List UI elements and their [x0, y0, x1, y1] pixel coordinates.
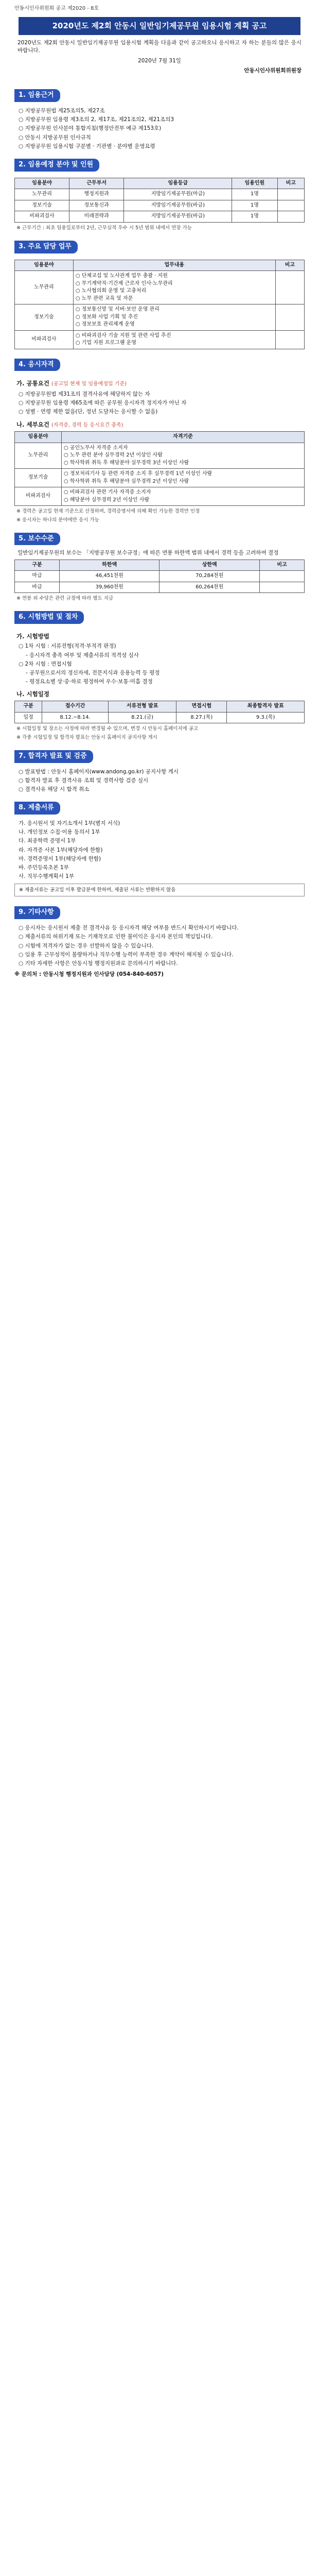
etc-item: ○ 응시자는 응시원서 제출 전 결격사유 등 응시자격 해당 여부를 반드시 확인하시기 바랍니다. [19, 925, 239, 931]
basis-item: ○ 안동시 지방공무원 인사규칙 [19, 134, 91, 141]
duties-header-cell: 비고 [275, 260, 304, 271]
basis-item: ○ 지방공무원 임용시험 구분별 · 기관별 · 분야별 운영요령 [19, 143, 155, 149]
positions-cell: 1명 [232, 189, 277, 200]
positions-cell: 1명 [232, 211, 277, 223]
schedule-header-cell: 접수기간 [42, 701, 109, 713]
exam-note: ※ 시험일정 및 장소는 사정에 따라 변경될 수 있으며, 변경 시 안동시 홈페이지에 공고 [16, 726, 199, 732]
announce-item: ○ 합격자 발표 후 결격사유 조회 및 경력사항 검증 실시 [19, 777, 149, 784]
section-announce-heading: 7. 합격자 발표 및 검증 [14, 750, 93, 763]
qualification-note: ※ 응시자는 하나의 분야에만 응시 가능 [16, 517, 99, 523]
specific-requirements-table [14, 431, 305, 506]
salary-cell: 60,264천원 [160, 582, 259, 593]
common-note: (공고일 현재 및 임용예정일 기준) [51, 381, 127, 387]
basis-item: ○ 지방공무원법 제25조의5, 제27조 [19, 107, 105, 114]
issuer: 안동시인사위원회위원장 [244, 67, 302, 74]
specific-requirements-heading [16, 420, 305, 430]
schedule-header-cell: 면접시험 [176, 701, 227, 713]
page-title: 2020년도 제2회 안동시 일반임기제공무원 임용시험 계획 공고 [19, 17, 300, 36]
salary-header-cell: 상한액 [160, 560, 259, 571]
exam-notes [14, 725, 305, 741]
positions-header-cell: 임용분야 [15, 178, 69, 189]
spec-cell: ○ 정보처리기사 등 관련 자격증 소지 후 실무경력 1년 이상인 사람 ○ 학사학위 취득 후 해당분야 실무경력 2년 이상인 사람 [61, 469, 304, 487]
document-item: 가. 응시원서 및 자기소개서 1부(별지 서식) [19, 820, 120, 827]
positions-header-cell: 근무부서 [69, 178, 124, 189]
table-row [15, 469, 305, 487]
salary-cell: 바급 [15, 582, 60, 593]
exam-schedule-heading: 나. 시험일정 [16, 690, 49, 698]
duties-cell: 비파괴검사 [15, 330, 74, 349]
section-duties-heading: 3. 주요 담당 업무 [14, 241, 78, 253]
document-item: 라. 자격증 사본 1부(해당자에 한함) [19, 846, 103, 853]
exam-method-item: ○ 2차 시험 : 면접시험 [19, 660, 72, 667]
positions-cell: 1명 [232, 200, 277, 211]
section-etc-heading: 9. 기타사항 [14, 906, 60, 919]
common-requirement-item: ○ 지방공무원법 제31조의 결격사유에 해당하지 않는 자 [19, 391, 150, 397]
positions-cell: 노무관리 [15, 189, 69, 200]
table-row [15, 582, 305, 593]
schedule-header-cell: 최종합격자 발표 [227, 701, 305, 713]
salary-cell: 39,960천원 [60, 582, 160, 593]
schedule-cell: 8.12.~8.14. [42, 712, 109, 723]
section-documents-heading: 8. 제출서류 [14, 802, 60, 815]
notice-number: 안동시인사위원회 공고 제2020 - 8호 [14, 6, 99, 11]
section-qualification-heading: 4. 응시자격 [14, 359, 60, 371]
schedule-header-cell: 구분 [15, 701, 42, 713]
duties-header-cell: 임용분야 [15, 260, 74, 271]
common-requirement-item: ○ 지방공무원 임용령 제65조에 따른 공무원 응시자격 정지자가 아닌 자 [19, 400, 187, 406]
duties-cell: ○ 정보통신망 및 서버·보안 운영 관리 ○ 정보화 사업 기획 및 추진 ○ 정보보호 관리체계 운영 [73, 304, 275, 331]
table-row [15, 443, 305, 469]
positions-header-cell: 임용등급 [124, 178, 232, 189]
duties-cell [275, 271, 304, 304]
duties-cell: ○ 비파괴검사 기술 지원 및 관련 사업 추진 ○ 기업 지원 프로그램 운영 [73, 330, 275, 349]
section-salary-heading: 5. 보수수준 [14, 533, 60, 546]
table-row [15, 487, 305, 506]
announce-item: ○ 결격사유 해당 시 합격 취소 [19, 786, 90, 792]
announce-item: ○ 발표방법 : 안동시 홈페이지(www.andong.go.kr) 공지사항 게시 [19, 768, 179, 775]
schedule-cell: 9.3.(목) [227, 712, 305, 723]
section-positions-heading: 2. 임용예정 분야 및 인원 [14, 159, 99, 172]
document-item: 나. 개인정보 수집·이용 동의서 1부 [19, 829, 100, 836]
positions-cell: 지방임기제공무원(바급) [124, 200, 232, 211]
positions-note: ※ 근무기간 : 최초 임용일로부터 2년, 근무실적 우수 시 5년 범위 내에서 연장 가능 [16, 225, 192, 231]
duties-cell: 정보기술 [15, 304, 74, 331]
duties-cell: ○ 단체교섭 및 노사관계 업무 총괄 · 지원 ○ 무기계약직·기간제 근로자 인사·노무관리 ○ 노사협의회 운영 및 고충처리 ○ 노무 관련 교육 및 자문 [73, 271, 275, 304]
salary-cell: 70,284천원 [160, 571, 259, 582]
specific-label: 나. 세부요건 [16, 420, 49, 428]
positions-table [14, 178, 305, 223]
salary-note: ※ 연봉 외 수당은 관련 규정에 따라 별도 지급 [16, 596, 114, 602]
duties-header-cell: 업무내용 [73, 260, 275, 271]
document-item: 다. 최종학력 증명서 1부 [19, 838, 76, 844]
exam-method-item: - 응시자격 충족 여부 및 제출서류의 적격성 심사 [26, 652, 139, 658]
etc-item: ○ 기타 자세한 사항은 안동시청 행정지원과로 문의하시기 바랍니다. [19, 960, 178, 967]
document-item: 바. 주민등록초본 1부 [19, 865, 69, 871]
document-item: 사. 직무수행계획서 1부 [19, 873, 74, 880]
positions-cell: 비파괴검사 [15, 211, 69, 223]
schedule-cell: 일정 [15, 712, 42, 723]
positions-cell: 미래전략과 [69, 211, 124, 223]
exam-method-heading: 가. 시험방법 [16, 632, 49, 640]
spec-header-cell: 임용분야 [15, 432, 62, 443]
salary-table [14, 560, 305, 594]
salary-cell [259, 582, 304, 593]
etc-item: ○ 시험에 적격자가 없는 경우 선발하지 않을 수 있습니다. [19, 942, 154, 949]
intro-text: 2020년도 제2회 안동시 일반임기제공무원 임용시험 계획을 다음과 같이 공고하오니 응시하고 자 하는 분들의 많은 응시 바랍니다. [17, 40, 302, 54]
schedule-cell: 8.21.(금) [108, 712, 176, 723]
spec-cell: 정보기술 [15, 469, 62, 487]
document-item: 마. 경력증명서 1부(해당자에 한함) [19, 855, 101, 862]
positions-cell: 정보통신과 [69, 200, 124, 211]
etc-list [14, 924, 305, 968]
positions-cell [277, 189, 304, 200]
basis-item: ○ 지방공무원 인사분야 통합지침(행정안전부 예규 제153호) [19, 125, 162, 132]
duties-cell [275, 330, 304, 349]
salary-header-cell: 하한액 [60, 560, 160, 571]
salary-text: 일반임기제공무원의 보수는 「지방공무원 보수규정」에 따른 연봉 하한액 범위 내에서 경력 등을 고려하여 결정 [17, 550, 279, 556]
documents-note: ※ 제출서류는 공고일 이후 발급분에 한하며, 제출된 서류는 반환하지 않음 [14, 884, 305, 897]
common-requirements-heading [16, 379, 305, 388]
positions-header-cell: 임용인원 [232, 178, 277, 189]
positions-cell: 지방임기제공무원(바급) [124, 211, 232, 223]
positions-header-cell: 비고 [277, 178, 304, 189]
exam-schedule-table [14, 701, 305, 723]
salary-header-cell: 구분 [15, 560, 60, 571]
table-row [15, 712, 305, 723]
etc-item: ○ 임용 후 근무성적이 불량하거나 직무수행 능력이 부족한 경우 계약이 해지될 수 있습니다. [19, 951, 234, 958]
positions-cell: 지방임기제공무원(마급) [124, 189, 232, 200]
common-requirements-list [14, 391, 305, 416]
common-requirement-item: ○ 성별 · 연령 제한 없음(단, 정년 도달자는 응시할 수 없음) [19, 409, 158, 415]
positions-cell: 정보기술 [15, 200, 69, 211]
salary-cell: 46,451천원 [60, 571, 160, 582]
common-label: 가. 공통요건 [16, 380, 49, 387]
specific-note: (자격증, 경력 등 응시요건 충족) [51, 422, 123, 428]
etc-item: ○ 제출서류의 허위기재 또는 기재착오로 인한 불이익은 응시자 본인의 책임입니다. [19, 934, 213, 940]
exam-method-item: - 공무원으로서의 정신자세, 전문지식과 응용능력 등 평정 [26, 670, 160, 676]
spec-cell: 비파괴검사 [15, 487, 62, 506]
positions-cell [277, 211, 304, 223]
contact-info: ※ 문의처 : 안동시청 행정지원과 인사담당 (054-840-6057) [14, 971, 164, 978]
table-row [15, 189, 305, 200]
positions-cell: 행정지원과 [69, 189, 124, 200]
qualification-notes [14, 508, 305, 524]
qualification-note: ※ 경력은 공고일 현재 기준으로 산정하며, 경력증명서에 의해 확인 가능한 경력만 인정 [16, 509, 200, 515]
basis-item: ○ 지방공무원 임용령 제3조의 2, 제17조, 제21조의2, 제21조의3 [19, 116, 174, 123]
announce-list [14, 768, 305, 794]
notice-page [0, 0, 319, 999]
salary-cell [259, 571, 304, 582]
basis-list [14, 107, 305, 150]
table-row [15, 330, 305, 349]
documents-list [14, 820, 305, 881]
spec-header-cell: 자격기준 [61, 432, 304, 443]
schedule-cell: 8.27.(목) [176, 712, 227, 723]
table-row [15, 571, 305, 582]
duties-cell: 노무관리 [15, 271, 74, 304]
table-row [15, 211, 305, 223]
spec-cell: 노무관리 [15, 443, 62, 469]
exam-method-list [14, 642, 305, 686]
table-row [15, 304, 305, 331]
section-basis-heading: 1. 임용근거 [14, 89, 60, 102]
exam-note: ※ 각종 시험일정 및 합격자 발표는 안동시 홈페이지 공지사항 게시 [16, 734, 157, 740]
table-row [15, 200, 305, 211]
positions-cell [277, 200, 304, 211]
salary-header-cell: 비고 [259, 560, 304, 571]
salary-cell: 마급 [15, 571, 60, 582]
spec-cell: ○ 공인노무사 자격증 소지자 ○ 노무 관련 분야 실무경력 2년 이상인 사람 ○ 학사학위 취득 후 해당분야 실무경력 3년 이상인 사람 [61, 443, 304, 469]
section-exam-heading: 6. 시험방법 및 절차 [14, 611, 84, 624]
duties-cell [275, 304, 304, 331]
spec-cell: ○ 비파괴검사 관련 기사 자격증 소지자 ○ 해당분야 실무경력 2년 이상인 사람 [61, 487, 304, 506]
table-row [15, 271, 305, 304]
exam-method-item: ○ 1차 시험 : 서류전형(적격·부적격 판정) [19, 643, 116, 650]
exam-method-item: - 평정요소별 상·중·하로 평정하여 우수·보통·미흡 결정 [26, 679, 153, 685]
duties-table [14, 260, 305, 349]
schedule-header-cell: 서류전형 발표 [108, 701, 176, 713]
notice-date: 2020년 7월 31일 [138, 57, 181, 64]
